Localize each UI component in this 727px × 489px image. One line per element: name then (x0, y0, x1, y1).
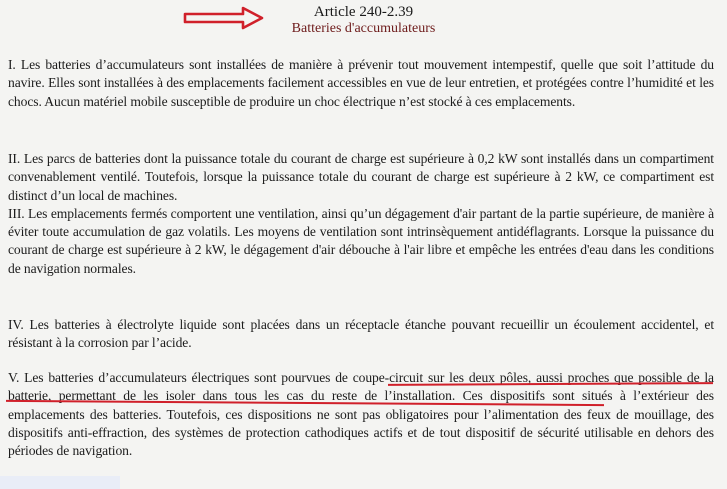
article-header (0, 4, 727, 37)
paragraph-5-underlined-text: de coupe-circuit sur les deux pôles, aussi proches que possible de la batterie, permettant de les isoler dans tous les cas du reste de l’installation. (8, 370, 714, 404)
article-number: Article 240-2.39 (313, 4, 414, 20)
article-title: Batteries d'accumulateurs (291, 21, 436, 36)
paragraph-5-intro: V. Les batteries d’accumulateurs électriques sont pourvues (8, 370, 336, 385)
paragraph-1: I. Les batteries d’accumulateurs sont installées de manière à prévenir tout mouvement intempestif, quelle que soit l’attitude du navire. Elles sont installées à des emplacements facilement accessibles en vue de leur entretien, et protégées contre l’humidité et les chocs. Aucun matériel mobile susceptible de produire un choc électrique n’est stocké à ces emplacements. (8, 57, 714, 109)
paragraph-2: II. Les parcs de batteries dont la puissance totale du courant de charge est supérieure à 0,2 kW sont installés dans un compartiment convenablement ventilé. Toutefois, lorsque la puissance totale du courant de charge est supérieure à 2 kW, ce compartiment est distinct d’un local de machines. (8, 151, 714, 203)
paragraph-2-3-block (8, 150, 714, 278)
paragraph-4: IV. Les batteries à électrolyte liquide sont placées dans un réceptacle étanche pouvant recueillir un écoulement accidentel, et résistant à la corrosion par l’acide. (8, 317, 714, 351)
bottom-edge-strip (0, 476, 120, 489)
paragraph-5-rest: Ces dispositifs sont situés à l’extérieur des emplacements des batteries. Toutefois, ces dispositions ne sont pas obligatoires pour l’alimentation des feux de mouillage, des dispositifs anti-effraction, des systèmes de protection cathodiques actifs et de tout dispositif de sécurité utilisable en dehors des périodes de navigation. (8, 388, 714, 459)
paragraph-3: III. Les emplacements fermés comportent une ventilation, ainsi qu’un dégagement d'air partant de la partie supérieure, de manière à éviter toute accumulation de gaz volatils. Les moyens de ventilation sont intrinsèquement antidéflagrants. Lorsque la puissance du courant de charge est supérieure à 2 kW, le dégagement d'air débouche à l'air libre et empêche les entrées d'eau dans les conditions de navigation normales. (8, 205, 714, 276)
